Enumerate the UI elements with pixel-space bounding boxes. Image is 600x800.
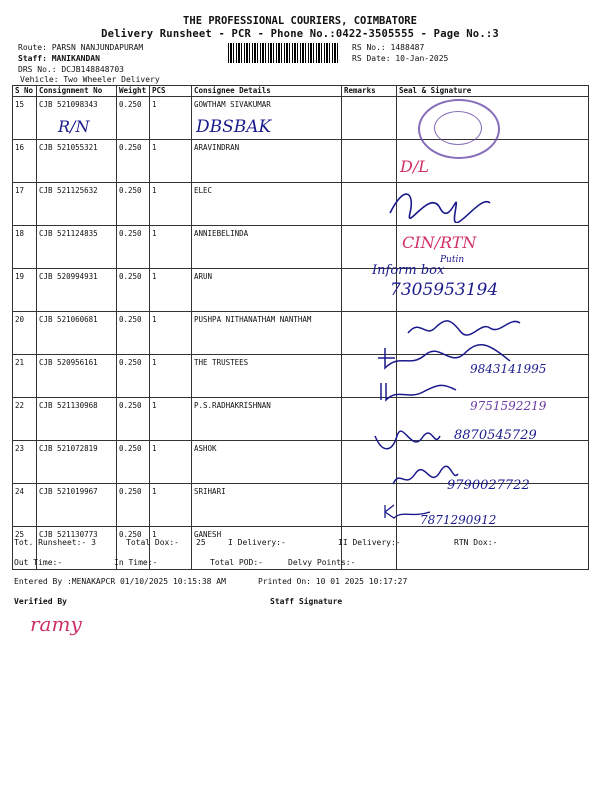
table-row: 23 CJB 521072819 0.250 1 ASHOK <box>13 441 589 484</box>
rs-date: RS Date: 10-Jan-2025 <box>352 54 449 63</box>
table-row: 21 CJB 520956161 0.250 1 THE TRUSTEES <box>13 355 589 398</box>
handwriting-r19-c: 7305953194 <box>390 280 499 300</box>
table-row: 19 CJB 520994931 0.250 1 ARUN <box>13 269 589 312</box>
handwriting-r16: D/L <box>400 157 429 176</box>
verified-by: Verified By <box>14 597 67 606</box>
col-consignee: Consignee Details <box>192 86 342 97</box>
drs-line: DRS No.: DCJB148848703 <box>18 65 124 74</box>
total-dox-label: Total Dox:- <box>126 538 179 547</box>
in-time: In Time:- <box>114 558 158 567</box>
rs-no: RS No.: 1488487 <box>352 43 425 52</box>
signature-r23 <box>372 428 442 458</box>
col-sno: S No <box>13 86 37 97</box>
table-row: 17 CJB 521125632 0.250 1 ELEC <box>13 183 589 226</box>
company-seal-stamp <box>418 99 500 159</box>
printed-on: Printed On: 10 01 2025 10:17:27 <box>258 577 408 586</box>
table-row: 20 CJB 521060681 0.250 1 PUSHPA NITHANATHAM NANTHAM <box>13 312 589 355</box>
route-line: Route: PARSN NANJUNDAPURAM <box>18 43 144 52</box>
company-name: THE PROFESSIONAL COURIERS, COIMBATORE <box>183 15 417 27</box>
signature-r22 <box>378 378 458 409</box>
handwriting-r24: 9790027722 <box>447 478 530 493</box>
handwriting-r18: CIN/RTN <box>402 233 477 252</box>
table-row: 18 CJB 521124835 0.250 1 ANNIEBELINDA <box>13 226 589 269</box>
table-header-row <box>13 86 589 97</box>
total-dox-value: 25 <box>196 538 206 547</box>
staff-line: Staff: MANIKANDAN <box>18 54 100 63</box>
handwriting-r25: 7871290912 <box>420 513 497 527</box>
handwriting-r23: 8870545729 <box>454 428 537 443</box>
runsheet-title: Delivery Runsheet - PCR - Phone No.:0422-3505555 - Page No.:3 <box>101 28 499 40</box>
handwriting-r22-b: 9751592219 <box>470 399 547 413</box>
delvy-points: Delvy Points:- <box>288 558 356 567</box>
table-row: 24 CJB 521019967 0.250 1 SRIHARI <box>13 484 589 527</box>
handwriting-r19-b: Inform box <box>372 263 445 278</box>
handwriting-r15-b: DBSBAK <box>196 117 272 137</box>
table-row: 16 CJB 521055321 0.250 1 ARAVINDRAN <box>13 140 589 183</box>
table-row: 22 CJB 521130968 0.250 1 P.S.RADHAKRISHNAN <box>13 398 589 441</box>
entered-by: Entered By :MENAKAPCR 01/10/2025 10:15:38 AM <box>14 577 226 586</box>
signature-r17 <box>385 183 495 229</box>
handwriting-verified: ramy <box>30 612 82 636</box>
col-remarks: Remarks <box>342 86 397 97</box>
i-delivery: I Delivery:- <box>228 538 286 547</box>
total-pod: Total POD:- <box>210 558 263 567</box>
col-pcs: PCS <box>150 86 192 97</box>
rtn-dox: RTN Dox:- <box>454 538 498 547</box>
tot-runsheet: Tot. Runsheet:- 3 <box>14 538 96 547</box>
table-row: 15 CJB 521098343 0.250 1 GOWTHAM SIVAKUMAR <box>13 97 589 140</box>
out-time: Out Time:- <box>14 558 63 567</box>
col-consignment: Consignment No <box>37 86 117 97</box>
handwriting-r19-a: Putin <box>440 255 465 265</box>
ii-delivery: II Delivery:- <box>338 538 401 547</box>
col-signature: Seal & Signature <box>397 86 589 97</box>
barcode <box>228 43 340 63</box>
table-row: 25 CJB 521130773 0.250 1 GANESH <box>13 527 589 570</box>
handwriting-r22-a: 9843141995 <box>470 362 547 376</box>
staff-signature: Staff Signature <box>270 597 343 606</box>
vehicle-line: Vehicle: Two Wheeler Delivery <box>20 75 160 84</box>
handwriting-r15-a: R/N <box>58 117 90 136</box>
col-weight: Weight <box>117 86 150 97</box>
